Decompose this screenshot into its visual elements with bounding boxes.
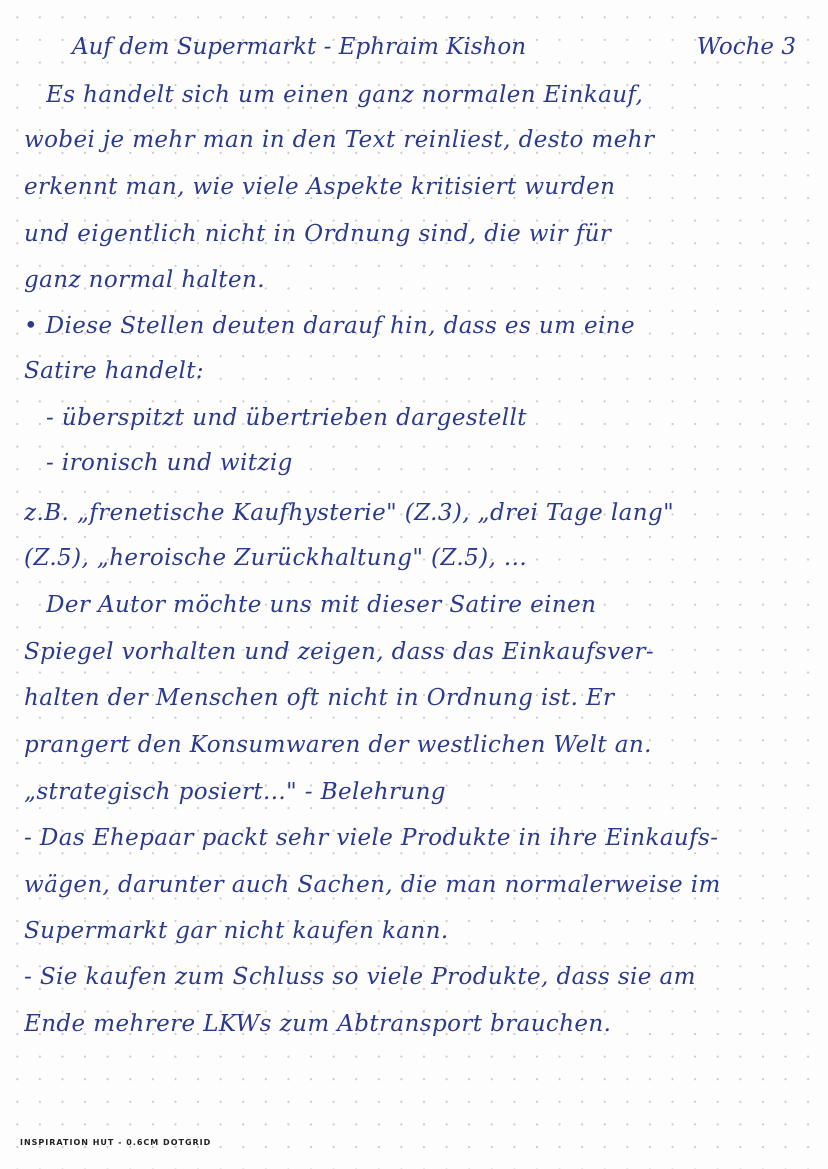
text-line: Es handelt sich um einen ganz normalen Einkauf, [46,82,644,108]
list-item: - Das Ehepaar packt sehr viele Produkte in ihre Einkaufs- [24,825,719,851]
text-line: Spiegel vorhalten und zeigen, dass das Einkaufsver- [24,639,655,665]
list-item: - Sie kaufen zum Schluss so viele Produkte, dass sie am [24,964,696,990]
quote-line: „strategisch posiert..." - Belehrung [24,779,446,805]
notebook-brand-footer: INSPIRATION HUT - 0.6CM DOTGRID [20,1138,212,1147]
list-item: - ironisch und witzig [46,450,293,476]
text-line: wägen, darunter auch Sachen, die man normalerweise im [24,872,721,898]
text-line: erkennt man, wie viele Aspekte kritisiert wurden [24,174,616,200]
list-item: - überspitzt und übertrieben dargestellt [46,405,527,431]
text-line: halten der Menschen oft nicht in Ordnung ist. Er [24,685,615,711]
text-line: Supermarkt gar nicht kaufen kann. [24,918,449,944]
page-title: Auf dem Supermarkt - Ephraim Kishon [72,34,527,60]
text-line: Satire handelt: [24,358,205,384]
text-line: Der Autor möchte uns mit dieser Satire einen [46,592,597,618]
text-line: und eigentlich nicht in Ordnung sind, die wir für [24,221,612,247]
bullet-line: • Diese Stellen deuten darauf hin, dass es um eine [24,313,635,339]
text-line: ganz normal halten. [24,267,265,293]
header-row [72,30,812,64]
text-line: wobei je mehr man in den Text reinliest, desto mehr [24,127,655,153]
text-line: prangert den Konsumwaren der westlichen Welt an. [24,732,652,758]
example-line: z.B. „frenetische Kaufhysterie" (Z.3), „drei Tage lang" [24,500,675,526]
text-line: Ende mehrere LKWs zum Abtransport brauchen. [24,1011,612,1037]
example-line: (Z.5), „heroische Zurückhaltung" (Z.5), ... [24,545,528,571]
week-label: Woche 3 [696,34,796,60]
